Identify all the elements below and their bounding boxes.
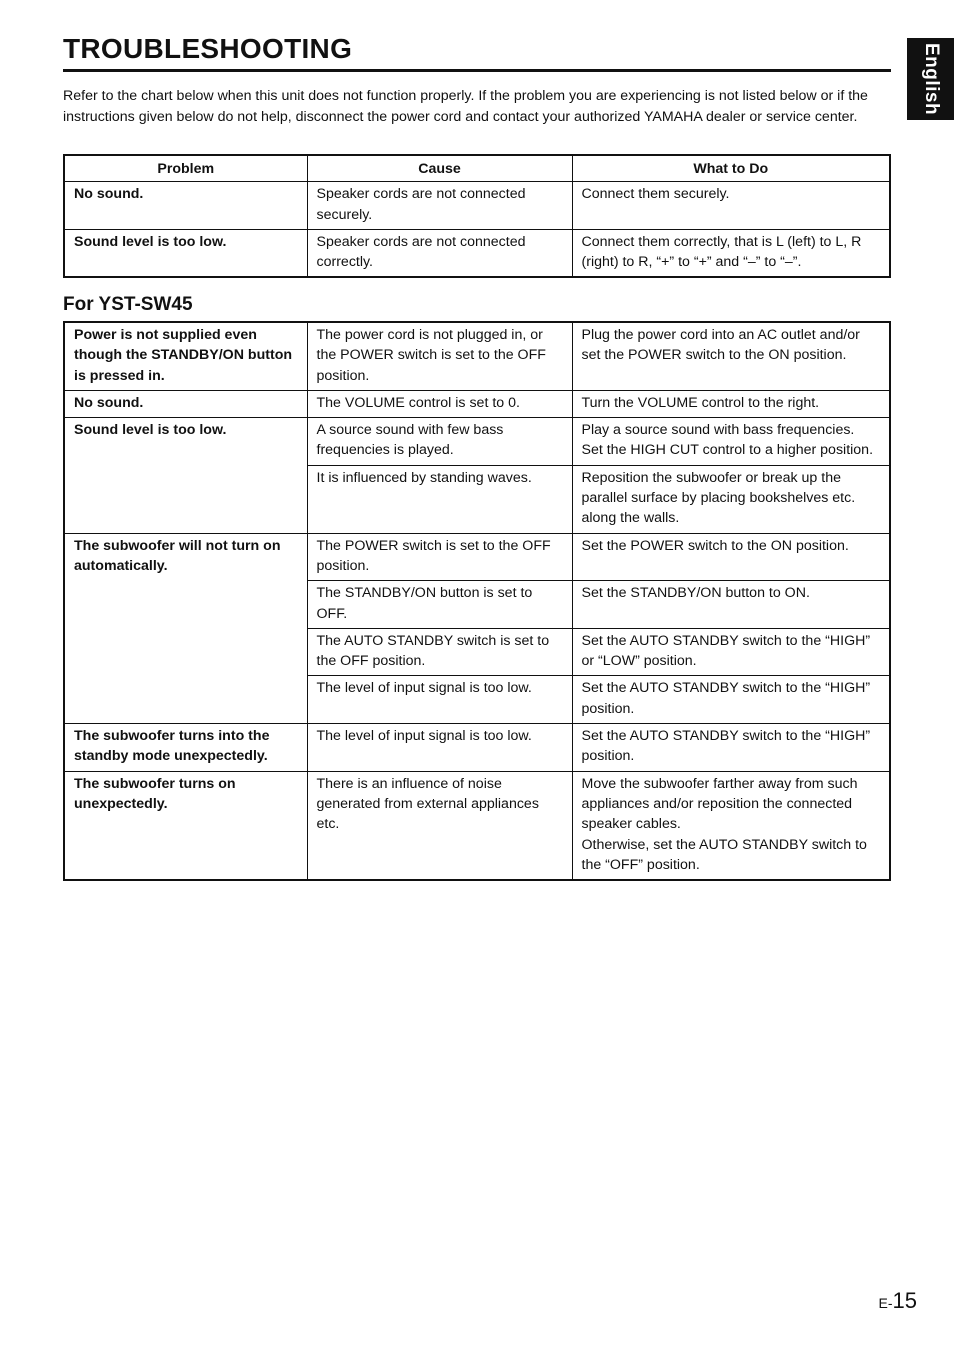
problem-cell: No sound. [64,390,307,417]
problem-cell: No sound. [64,182,307,230]
title-rule [63,69,891,72]
remedy-cell: Set the AUTO STANDBY switch to the “HIGH” position. [572,676,890,724]
remedy-cell: Set the STANDBY/ON button to ON. [572,581,890,629]
cause-cell: The level of input signal is too low. [307,676,572,724]
problem-cell: The subwoofer turns on unexpectedly. [64,771,307,880]
cause-cell: The power cord is not plugged in, or the POWER switch is set to the OFF position. [307,322,572,390]
problem-cell: The subwoofer turns into the standby mode unexpectedly. [64,724,307,772]
troubleshooting-table-general [63,154,891,278]
cause-cell: The VOLUME control is set to 0. [307,390,572,417]
table-row [64,533,890,581]
remedy-cell: Play a source sound with bass frequencies. Set the HIGH CUT control to a higher position. [572,418,890,466]
remedy-cell: Connect them correctly, that is L (left) to L, R (right) to R, “+” to “+” and “–” to “–”. [572,229,890,277]
header-what-to-do: What to Do [572,155,890,182]
remedy-cell: Move the subwoofer farther away from such appliances and/or reposition the connected speaker cables. Otherwise, set the AUTO STANDBY switch to the “OFF” position. [572,771,890,880]
intro-paragraph: Refer to the chart below when this unit does not function properly. If the problem you are experiencing is not listed below or if the instructions given below do not help, disconnect the power cord and contact your authorized YAMAHA dealer or service center. [63,88,868,125]
cause-cell: The STANDBY/ON button is set to OFF. [307,581,572,629]
cause-cell: The POWER switch is set to the OFF position. [307,533,572,581]
section-title: For YST-SW45 [63,294,193,315]
table-row [64,182,890,230]
remedy-cell: Reposition the subwoofer or break up the parallel surface by placing bookshelves etc. along the walls. [572,465,890,533]
problem-cell: Sound level is too low. [64,418,307,533]
page-number-value: 15 [892,1288,917,1313]
remedy-cell: Plug the power cord into an AC outlet and/or set the POWER switch to the ON position. [572,322,890,390]
troubleshooting-table-yst-sw45 [63,321,891,881]
header-problem: Problem [64,155,307,182]
cause-cell: The AUTO STANDBY switch is set to the OFF position. [307,628,572,676]
language-tab-label: English [920,42,942,116]
cause-cell: There is an influence of noise generated from external appliances etc. [307,771,572,880]
table-row [64,724,890,772]
problem-cell: The subwoofer will not turn on automatically. [64,533,307,723]
problem-cell: Power is not supplied even though the STANDBY/ON button is pressed in. [64,322,307,390]
page-title: TROUBLESHOOTING [63,33,353,64]
table-header-row [64,155,890,182]
table-row [64,390,890,417]
language-tab [907,38,954,120]
remedy-cell: Set the AUTO STANDBY switch to the “HIGH” or “LOW” position. [572,628,890,676]
page-number [879,1289,917,1315]
page-number-prefix: E- [878,1295,893,1311]
cause-cell: It is influenced by standing waves. [307,465,572,533]
remedy-cell: Turn the VOLUME control to the right. [572,390,890,417]
table-row [64,418,890,466]
problem-cell: Sound level is too low. [64,229,307,277]
remedy-cell: Set the POWER switch to the ON position. [572,533,890,581]
remedy-cell: Connect them securely. [572,182,890,230]
cause-cell: Speaker cords are not connected correctly. [307,229,572,277]
cause-cell: A source sound with few bass frequencies is played. [307,418,572,466]
table-row [64,771,890,880]
table-row [64,229,890,277]
cause-cell: The level of input signal is too low. [307,724,572,772]
cause-cell: Speaker cords are not connected securely. [307,182,572,230]
header-cause: Cause [307,155,572,182]
table-row [64,322,890,390]
remedy-cell: Set the AUTO STANDBY switch to the “HIGH” position. [572,724,890,772]
